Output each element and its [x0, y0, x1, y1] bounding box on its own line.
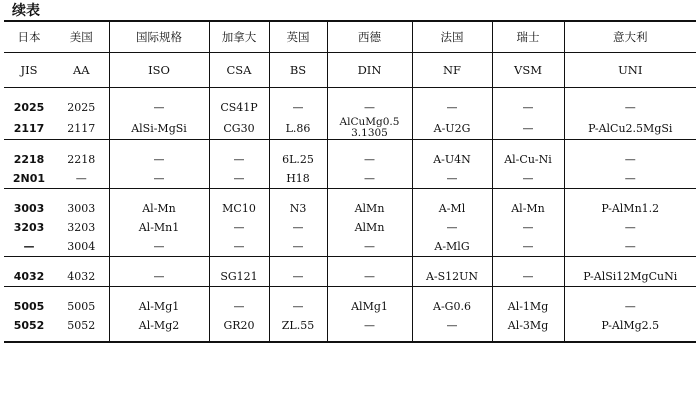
spacer-cell — [209, 88, 269, 99]
table-cell: — — [109, 237, 209, 257]
table-cell: — — [209, 169, 269, 189]
spacer-cell — [412, 287, 492, 298]
table-cell: — — [109, 98, 209, 117]
spacer-cell — [269, 287, 327, 298]
spacer-cell — [412, 189, 492, 200]
spacer-cell — [54, 257, 109, 268]
table-cell: 2218 — [13, 153, 45, 166]
spacer-cell — [327, 257, 412, 268]
table-row — [4, 117, 696, 140]
table-cell: — — [412, 316, 492, 335]
table-cell: 2117 — [13, 121, 45, 135]
table-cell: P-AlSi12MgCuNi — [564, 267, 696, 287]
table-row — [4, 169, 696, 189]
table-cell: 4032 — [67, 270, 96, 283]
spacer-cell — [269, 140, 327, 151]
table-cell: — — [327, 150, 412, 169]
table-cell: P-AlMg2.5 — [564, 316, 696, 335]
table-cell: — — [209, 218, 269, 237]
table-cell: — — [412, 98, 492, 117]
table-cell: Al-Mn — [109, 199, 209, 218]
table-cell: AlMg1 — [327, 297, 412, 316]
table-row — [4, 267, 696, 287]
table-cell: 3004 — [67, 240, 96, 253]
spacer-cell — [4, 189, 54, 200]
spacer-cell — [492, 140, 564, 151]
column-header: 法国 — [412, 21, 492, 53]
table-row — [4, 297, 696, 316]
spacer-cell — [492, 88, 564, 99]
table-cell: — — [412, 169, 492, 189]
table-cell: A-MlG — [412, 237, 492, 257]
spacer-cell — [564, 140, 696, 151]
table-cell: 3003 — [13, 202, 45, 215]
table-cell: Al-Cu-Ni — [492, 150, 564, 169]
table-cell: — — [75, 172, 87, 185]
column-header: 英国 — [269, 21, 327, 53]
table-cell: — — [327, 98, 412, 117]
spacer-cell — [109, 257, 209, 268]
table-row — [4, 237, 696, 257]
table-cell: — — [209, 150, 269, 169]
table-cell: — — [269, 218, 327, 237]
spacer-cell — [412, 257, 492, 268]
spacer-cell — [209, 335, 269, 342]
group-spacer — [4, 140, 696, 151]
table-cell: 6L.25 — [269, 150, 327, 169]
table-cell: — — [492, 218, 564, 237]
spacer-cell — [564, 287, 696, 298]
table-cell: — — [327, 267, 412, 287]
spacer-cell — [327, 88, 412, 99]
table-cell: — — [109, 169, 209, 189]
spacer-cell — [109, 335, 209, 342]
spacer-cell — [564, 88, 696, 99]
table-cell: SG121 — [209, 267, 269, 287]
table-cell: P-AlCu2.5MgSi — [564, 117, 696, 140]
table-cell: — — [269, 267, 327, 287]
column-header: 美国 — [54, 21, 109, 53]
table-cell: — — [492, 237, 564, 257]
table-cell: 2117 — [67, 121, 96, 135]
spacer-cell — [54, 335, 109, 342]
table-cell: GR20 — [209, 316, 269, 335]
spacer-cell — [492, 257, 564, 268]
table-cell: A-Ml — [412, 199, 492, 218]
table-cell: 2025 — [67, 101, 96, 114]
standard-code: ISO — [109, 53, 209, 88]
standard-code: JIS — [4, 53, 54, 88]
table-cell: 5005 — [13, 300, 45, 313]
column-header: 日本 — [4, 21, 54, 53]
table-cell: 5005 — [67, 300, 96, 313]
table-cell: Al-Mg2 — [109, 316, 209, 335]
table-cell: — — [492, 98, 564, 117]
table-cell: Al-Mn1 — [109, 218, 209, 237]
column-header: 国际规格 — [109, 21, 209, 53]
group-spacer — [4, 88, 696, 99]
table-cell: AlCuMg0.5 3.1305 — [327, 117, 412, 140]
table-cell: — — [209, 297, 269, 316]
spacer-cell — [209, 189, 269, 200]
table-cell: ZL.55 — [269, 316, 327, 335]
table-cell: 2N01 — [12, 172, 46, 185]
table-cell: — — [327, 169, 412, 189]
spacer-cell — [412, 335, 492, 342]
table-row — [4, 98, 696, 117]
spacer-cell — [54, 287, 109, 298]
group-spacer — [4, 189, 696, 200]
table-cell: — — [269, 297, 327, 316]
spacer-cell — [4, 287, 54, 298]
table-cell: — — [412, 218, 492, 237]
table-cell: Al-3Mg — [492, 316, 564, 335]
table-cell: — — [492, 169, 564, 189]
table-cell: 2218 — [67, 153, 96, 166]
spacer-cell — [4, 257, 54, 268]
table-cell: Al-Mg1 — [109, 297, 209, 316]
table-cell: 3203 — [13, 221, 45, 234]
table-cell: L.86 — [269, 117, 327, 140]
table-cell: CS41P — [209, 98, 269, 117]
table-cell: A-S12UN — [412, 267, 492, 287]
standard-code: VSM — [492, 53, 564, 88]
page-title: 续表 — [12, 3, 40, 19]
spacer-cell — [564, 189, 696, 200]
table-cell: — — [564, 218, 696, 237]
column-header: 西德 — [327, 21, 412, 53]
table-cell: 4032 — [13, 270, 45, 283]
standard-code: NF — [412, 53, 492, 88]
table-cell: MC10 — [209, 199, 269, 218]
standard-code: UNI — [564, 53, 696, 88]
table-row — [4, 218, 696, 237]
spacer-cell — [109, 88, 209, 99]
standard-code: AA — [54, 53, 109, 88]
table-cell: — — [564, 169, 696, 189]
spacer-cell — [564, 257, 696, 268]
table-cell: — — [564, 237, 696, 257]
spacer-cell — [269, 189, 327, 200]
table-cell: AlMn — [327, 218, 412, 237]
table-cell: 5052 — [13, 319, 45, 332]
alloy-standards-table — [4, 20, 696, 343]
table-cell: — — [564, 150, 696, 169]
table-cell: — — [564, 297, 696, 316]
table-cell: — — [492, 117, 564, 140]
table-cell: N3 — [269, 199, 327, 218]
spacer-cell — [209, 287, 269, 298]
column-header: 意大利 — [564, 21, 696, 53]
spacer-cell — [4, 88, 54, 99]
table-cell: — — [492, 267, 564, 287]
table-cell: — — [327, 237, 412, 257]
table-row — [4, 316, 696, 335]
spacer-cell — [54, 189, 109, 200]
spacer-cell — [492, 287, 564, 298]
spacer-cell — [54, 140, 109, 151]
table-cell: — — [327, 316, 412, 335]
spacer-cell — [327, 287, 412, 298]
standard-code: DIN — [327, 53, 412, 88]
standard-code-row — [4, 53, 696, 88]
spacer-cell — [109, 287, 209, 298]
spacer-cell — [327, 140, 412, 151]
spacer-cell — [492, 189, 564, 200]
table-cell: — — [109, 267, 209, 287]
table-cell: AlMn — [327, 199, 412, 218]
table-cell: H18 — [269, 169, 327, 189]
table-cell: 2025 — [13, 101, 45, 114]
spacer-cell — [492, 335, 564, 342]
spacer-cell — [269, 335, 327, 342]
table-cell: 5052 — [67, 319, 96, 332]
table-row — [4, 199, 696, 218]
table-cell: P-AlMn1.2 — [564, 199, 696, 218]
table-cell: — — [269, 237, 327, 257]
table-cell: 3203 — [67, 221, 96, 234]
table-cell: — — [209, 237, 269, 257]
spacer-cell — [412, 88, 492, 99]
spacer-cell — [209, 257, 269, 268]
spacer-cell — [327, 189, 412, 200]
standard-code: BS — [269, 53, 327, 88]
column-header: 加拿大 — [209, 21, 269, 53]
table-cell: A-G0.6 — [412, 297, 492, 316]
standard-code: CSA — [209, 53, 269, 88]
spacer-cell — [4, 140, 54, 151]
table-cell: A-U2G — [412, 117, 492, 140]
spacer-cell — [564, 335, 696, 342]
table-cell: — — [109, 150, 209, 169]
table-cell: AlSi-MgSi — [109, 117, 209, 140]
table-cell: A-U4N — [412, 150, 492, 169]
table-cell: Al-1Mg — [492, 297, 564, 316]
table-cell: 3003 — [67, 202, 96, 215]
table-cell: Al-Mn — [492, 199, 564, 218]
spacer-cell — [269, 257, 327, 268]
country-header-row — [4, 21, 696, 53]
table-cell: — — [269, 98, 327, 117]
group-spacer — [4, 335, 696, 342]
column-header: 瑞士 — [492, 21, 564, 53]
spacer-cell — [109, 189, 209, 200]
spacer-cell — [412, 140, 492, 151]
table-cell: — — [564, 98, 696, 117]
group-spacer — [4, 257, 696, 268]
spacer-cell — [209, 140, 269, 151]
table-row — [4, 150, 696, 169]
spacer-cell — [4, 335, 54, 342]
spacer-cell — [327, 335, 412, 342]
spacer-cell — [54, 88, 109, 99]
table-cell: CG30 — [209, 117, 269, 140]
spacer-cell — [269, 88, 327, 99]
table-cell: — — [23, 240, 35, 253]
group-spacer — [4, 287, 696, 298]
spacer-cell — [109, 140, 209, 151]
